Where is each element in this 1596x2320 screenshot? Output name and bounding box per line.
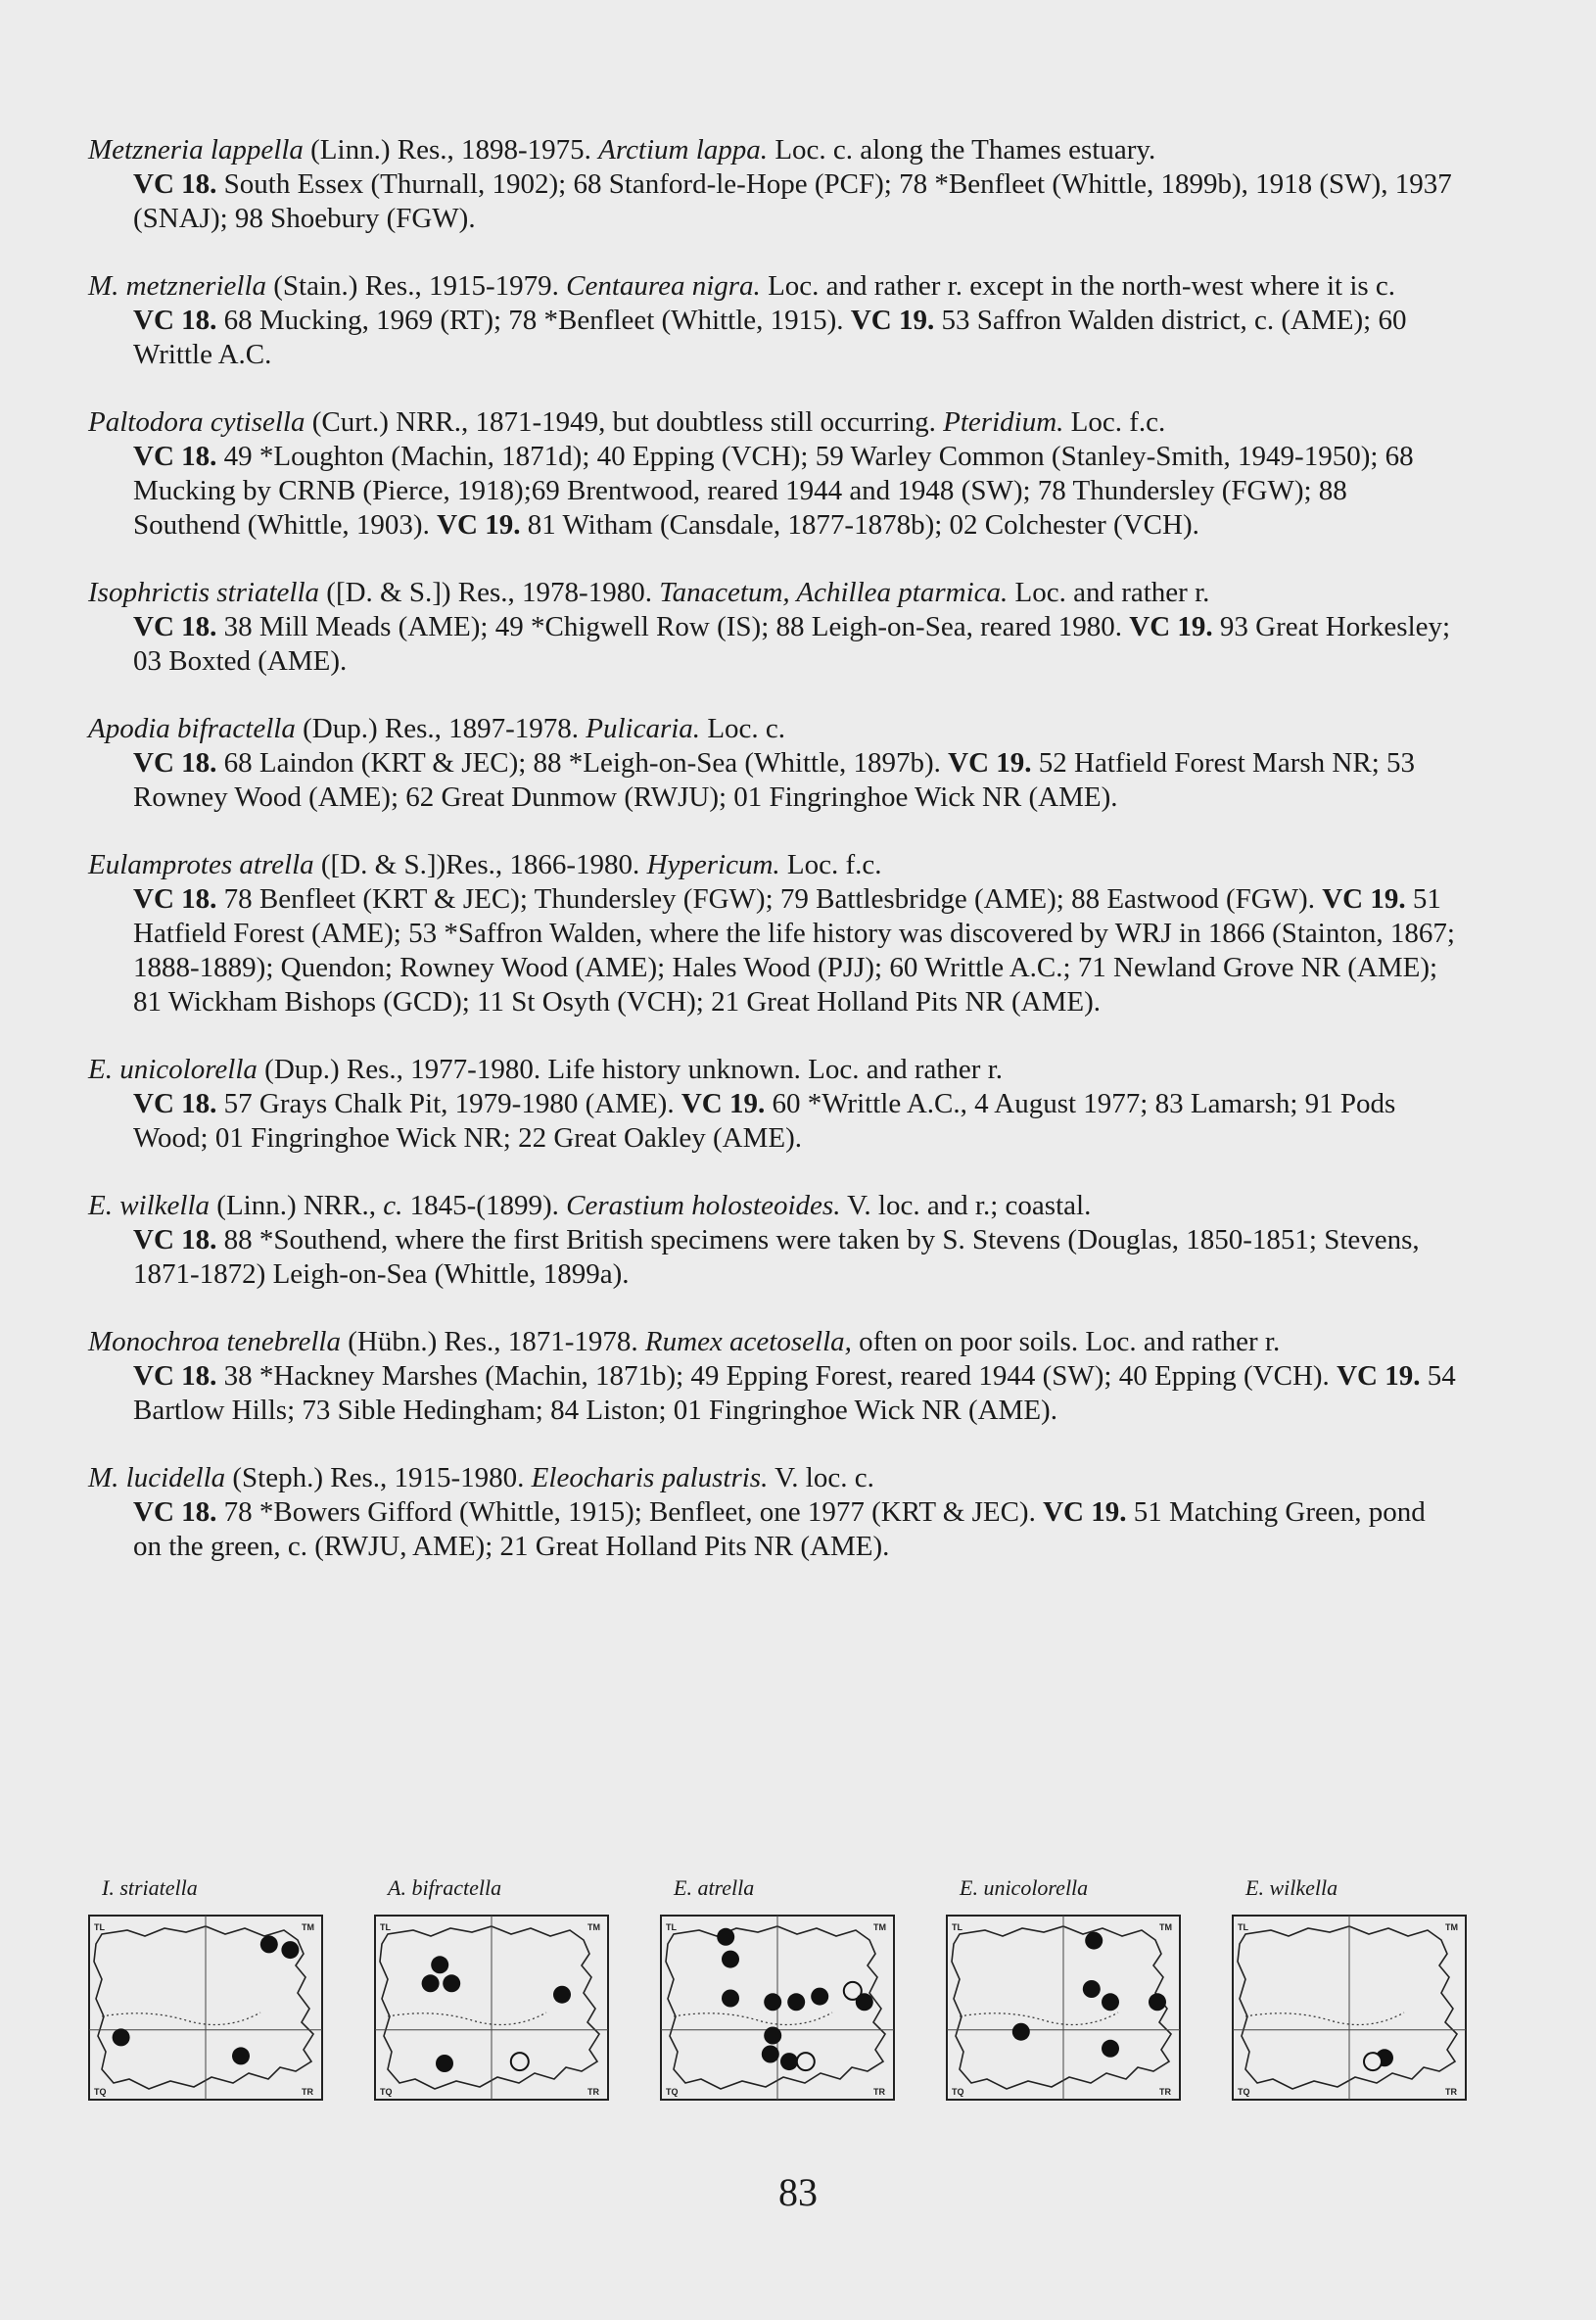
italic-text: E. unicolorella bbox=[88, 1054, 258, 1085]
text-run: 52 Hatfield Forest Marsh NR; 53 Rowney Wood (AME); 62 Great Dunmow (RWJU); 01 Fingringhoe Wick NR (AME). bbox=[133, 747, 1416, 813]
species-entry-apodia-bifractella bbox=[88, 712, 1459, 815]
vice-county-boundary bbox=[388, 2012, 546, 2025]
vice-county-boundary bbox=[102, 2012, 260, 2025]
vice-county-label: VC 18. bbox=[133, 441, 217, 472]
county-outline bbox=[380, 1926, 599, 2089]
distribution-map bbox=[660, 1875, 895, 2101]
essex-map bbox=[1232, 1915, 1467, 2101]
species-records bbox=[88, 440, 1459, 543]
species-records bbox=[88, 167, 1459, 236]
grid-square-label: TR bbox=[873, 2087, 885, 2097]
record-dot-recent bbox=[1102, 1993, 1119, 2011]
species-entry-e-wilkella bbox=[88, 1189, 1459, 1292]
record-dot-recent bbox=[1102, 2040, 1119, 2058]
species-records bbox=[88, 1223, 1459, 1292]
italic-text: Tanacetum, Achillea ptarmica. bbox=[659, 577, 1009, 608]
text-run: 38 *Hackney Marshes (Machin, 1871b); 49 Epping Forest, reared 1944 (SW); 40 Epping (VCH). bbox=[216, 1360, 1338, 1392]
species-records bbox=[88, 746, 1459, 815]
map-caption: E. unicolorella bbox=[960, 1875, 1089, 1900]
vice-county-label: VC 19. bbox=[681, 1088, 766, 1119]
text-run: (Linn.) NRR., bbox=[210, 1190, 384, 1221]
italic-text: M. metzneriella bbox=[88, 270, 267, 302]
text-run: (Dup.) Res., 1977-1980. Life history unknown. Loc. and rather r. bbox=[257, 1054, 1004, 1085]
italic-text: Metzneria lappella bbox=[88, 134, 304, 166]
county-outline bbox=[1238, 1926, 1457, 2089]
grid-square-label: TM bbox=[1159, 1922, 1172, 1932]
record-dot-historic bbox=[511, 2053, 529, 2070]
species-entry-e-unicolorella bbox=[88, 1053, 1459, 1156]
text-run: 51 Hatfield Forest (AME); 53 *Saffron Walden, where the life history was discovered by WRJ in 1866 (Stainton, 1867; 1888-1889); Quendon; Rowney Wood (AME); Hales Wood (PJJ); 60 Writtle A.C.; 71 Newland Grove NR (AME); 81 Wickham Bishops (GCD); 11 St Osyth (VCH); 21 Great Holland Pits NR (AME). bbox=[133, 883, 1455, 1018]
species-heading bbox=[88, 712, 1459, 746]
record-dot-recent bbox=[722, 1990, 739, 2008]
species-records bbox=[88, 1359, 1459, 1428]
species-list bbox=[88, 133, 1459, 1597]
text-run: Loc. c. bbox=[700, 713, 786, 744]
species-entry-eulamprotes-atrella bbox=[88, 848, 1459, 1019]
vice-county-label: VC 18. bbox=[133, 611, 217, 642]
county-outline bbox=[952, 1926, 1171, 2089]
text-run: 93 Great Horkesley; 03 Boxted (AME). bbox=[133, 611, 1451, 677]
essex-map bbox=[374, 1915, 609, 2101]
record-dot-recent bbox=[422, 1974, 440, 1992]
text-run: 78 Benfleet (KRT & JEC); Thundersley (FGW); 79 Battlesbridge (AME); 88 Eastwood (FGW). bbox=[216, 883, 1323, 915]
grid-square-label: TL bbox=[952, 1922, 962, 1932]
species-entry-monochroa-tenebrella bbox=[88, 1325, 1459, 1428]
distribution-map bbox=[946, 1875, 1181, 2101]
italic-text: Eulamprotes atrella bbox=[88, 849, 314, 880]
italic-text: Pteridium. bbox=[943, 406, 1064, 438]
vice-county-label: VC 18. bbox=[133, 305, 217, 336]
grid-square-label: TL bbox=[666, 1922, 677, 1932]
italic-text: Monochroa tenebrella bbox=[88, 1326, 341, 1357]
grid-square-label: TL bbox=[94, 1922, 105, 1932]
grid-square-label: TQ bbox=[1238, 2087, 1250, 2097]
record-dot-recent bbox=[764, 2027, 781, 2045]
grid-square-label: TR bbox=[587, 2087, 599, 2097]
italic-text: c. bbox=[383, 1190, 403, 1221]
species-heading bbox=[88, 576, 1459, 610]
species-entry-m-metzneriella bbox=[88, 269, 1459, 372]
text-run: (Curt.) NRR., 1871-1949, but doubtless still occurring. bbox=[305, 406, 944, 438]
record-dot-historic bbox=[797, 2053, 815, 2070]
map-caption: E. wilkella bbox=[1245, 1875, 1338, 1900]
italic-text: Eleocharis palustris. bbox=[531, 1462, 769, 1493]
text-run: (Dup.) Res., 1897-1978. bbox=[295, 713, 587, 744]
text-run: (Stain.) Res., 1915-1979. bbox=[266, 270, 567, 302]
grid-square-label: TL bbox=[1238, 1922, 1248, 1932]
italic-text: Pulicaria. bbox=[586, 713, 701, 744]
text-run: V. loc. c. bbox=[768, 1462, 874, 1493]
record-dot-recent bbox=[1085, 1932, 1103, 1950]
species-heading bbox=[88, 848, 1459, 882]
record-dot-recent bbox=[764, 1993, 781, 2011]
grid-square-label: TM bbox=[1445, 1922, 1458, 1932]
species-records bbox=[88, 1087, 1459, 1156]
text-run: South Essex (Thurnall, 1902); 68 Stanford-le-Hope (PCF); 78 *Benfleet (Whittle, 1899b), 1918 (SW), 1937 (SNAJ); 98 Shoebury (FGW). bbox=[133, 168, 1452, 234]
record-dot-recent bbox=[553, 1986, 571, 2004]
record-dot-recent bbox=[113, 2028, 130, 2046]
species-heading bbox=[88, 1461, 1459, 1495]
vice-county-label: VC 18. bbox=[133, 1224, 217, 1255]
map-caption: A. bifractella bbox=[388, 1875, 502, 1900]
text-run: Loc. and rather r. bbox=[1008, 577, 1210, 608]
vice-county-label: VC 19. bbox=[437, 509, 521, 541]
grid-square-label: TM bbox=[302, 1922, 314, 1932]
text-run: ([D. & S.]) Res., 1978-1980. bbox=[319, 577, 660, 608]
species-records bbox=[88, 1495, 1459, 1564]
essex-map bbox=[660, 1915, 895, 2101]
grid-square-label: TQ bbox=[952, 2087, 964, 2097]
text-run: (Linn.) Res., 1898-1975. bbox=[303, 134, 599, 166]
vice-county-label: VC 18. bbox=[133, 747, 217, 779]
record-dot-recent bbox=[281, 1941, 299, 1959]
text-run: V. loc. and r.; coastal. bbox=[840, 1190, 1092, 1221]
vice-county-boundary bbox=[960, 2012, 1118, 2025]
record-dot-recent bbox=[856, 1993, 873, 2011]
distribution-maps bbox=[88, 1875, 1479, 2101]
vice-county-label: VC 19. bbox=[948, 747, 1032, 779]
vice-county-label: VC 18. bbox=[133, 883, 217, 915]
species-heading bbox=[88, 1053, 1459, 1087]
map-caption: E. atrella bbox=[674, 1875, 755, 1900]
record-dot-recent bbox=[722, 1951, 739, 1968]
species-heading bbox=[88, 1325, 1459, 1359]
page-number: 83 bbox=[778, 2170, 818, 2214]
grid-square-label: TL bbox=[380, 1922, 391, 1932]
record-dot-recent bbox=[431, 1956, 448, 1973]
record-dot-recent bbox=[787, 1993, 805, 2011]
vice-county-label: VC 18. bbox=[133, 1088, 217, 1119]
text-run: Loc. f.c. bbox=[779, 849, 882, 880]
grid-square-label: TQ bbox=[94, 2087, 107, 2097]
species-heading bbox=[88, 405, 1459, 440]
species-records bbox=[88, 304, 1459, 372]
italic-text: M. lucidella bbox=[88, 1462, 226, 1493]
text-run: 49 *Loughton (Machin, 1871d); 40 Epping (VCH); 59 Warley Common (Stanley-Smith, 1949-1950); 68 Mucking by CRNB (Pierce, 1918);69 Brentwood, reared 1944 and 1948 (SW); 78 Thundersley (FGW); 88 Southend (Whittle, 1903). bbox=[133, 441, 1414, 541]
distribution-map bbox=[1232, 1875, 1467, 2101]
record-dot-recent bbox=[260, 1935, 278, 1953]
species-heading bbox=[88, 269, 1459, 304]
record-dot-recent bbox=[780, 2053, 798, 2070]
grid-square-label: TQ bbox=[380, 2087, 393, 2097]
county-outline bbox=[94, 1926, 313, 2089]
italic-text: Rumex acetosella, bbox=[644, 1326, 852, 1357]
vice-county-boundary bbox=[1245, 2012, 1404, 2025]
italic-text: E. wilkella bbox=[88, 1190, 211, 1221]
text-run: often on poor soils. Loc. and rather r. bbox=[851, 1326, 1281, 1357]
italic-text: Paltodora cytisella bbox=[88, 406, 305, 438]
grid-square-label: TM bbox=[587, 1922, 600, 1932]
record-dot-recent bbox=[443, 1974, 460, 1992]
italic-text: Centaurea nigra. bbox=[566, 270, 761, 302]
vice-county-label: VC 19. bbox=[1043, 1496, 1127, 1528]
essex-map bbox=[946, 1915, 1181, 2101]
italic-text: Cerastium holosteoides. bbox=[566, 1190, 841, 1221]
text-run: (Hübn.) Res., 1871-1978. bbox=[340, 1326, 645, 1357]
vice-county-boundary bbox=[674, 2012, 832, 2025]
italic-text: Hypericum. bbox=[646, 849, 780, 880]
record-dot-recent bbox=[762, 2046, 779, 2063]
vice-county-label: VC 18. bbox=[133, 1496, 217, 1528]
grid-square-label: TQ bbox=[666, 2087, 679, 2097]
essex-map bbox=[88, 1915, 323, 2101]
text-run: Loc. f.c. bbox=[1063, 406, 1166, 438]
text-run: (Steph.) Res., 1915-1980. bbox=[225, 1462, 532, 1493]
grid-square-label: TM bbox=[873, 1922, 886, 1932]
italic-text: Apodia bifractella bbox=[88, 713, 296, 744]
species-heading bbox=[88, 1189, 1459, 1223]
record-dot-recent bbox=[1149, 1993, 1166, 2011]
text-run: Loc. and rather r. except in the north-west where it is c. bbox=[760, 270, 1396, 302]
text-run: 54 Bartlow Hills; 73 Sible Hedingham; 84 Liston; 01 Fingringhoe Wick NR (AME). bbox=[133, 1360, 1456, 1426]
record-dot-recent bbox=[436, 2055, 453, 2072]
text-run: 51 Matching Green, pond on the green, c. (RWJU, AME); 21 Great Holland Pits NR (AME). bbox=[133, 1496, 1426, 1562]
species-entry-m-lucidella bbox=[88, 1461, 1459, 1564]
record-dot-recent bbox=[1012, 2023, 1030, 2041]
grid-square-label: TR bbox=[1159, 2087, 1171, 2097]
text-run: 57 Grays Chalk Pit, 1979-1980 (AME). bbox=[216, 1088, 681, 1119]
grid-square-label: TR bbox=[1445, 2087, 1457, 2097]
record-dot-historic bbox=[1364, 2053, 1382, 2070]
italic-text: Arctium lappa. bbox=[598, 134, 769, 166]
record-dot-recent bbox=[1083, 1980, 1101, 1998]
distribution-map bbox=[374, 1875, 609, 2101]
text-run: 81 Witham (Cansdale, 1877-1878b); 02 Colchester (VCH). bbox=[520, 509, 1199, 541]
species-entry-isophrictis-striatella bbox=[88, 576, 1459, 679]
record-dot-recent bbox=[811, 1988, 828, 2006]
text-run: 53 Saffron Walden district, c. (AME); 60 Writtle A.C. bbox=[133, 305, 1407, 370]
vice-county-label: VC 18. bbox=[133, 1360, 217, 1392]
text-run: 1845-(1899). bbox=[402, 1190, 567, 1221]
text-run: 78 *Bowers Gifford (Whittle, 1915); Benfleet, one 1977 (KRT & JEC). bbox=[216, 1496, 1044, 1528]
species-records bbox=[88, 882, 1459, 1019]
italic-text: Isophrictis striatella bbox=[88, 577, 320, 608]
vice-county-label: VC 18. bbox=[133, 168, 217, 200]
text-run: ([D. & S.])Res., 1866-1980. bbox=[313, 849, 647, 880]
vice-county-label: VC 19. bbox=[850, 305, 935, 336]
species-heading bbox=[88, 133, 1459, 167]
species-entry-paltodora-cytisella bbox=[88, 405, 1459, 543]
vice-county-label: VC 19. bbox=[1322, 883, 1406, 915]
record-dot-recent bbox=[232, 2047, 250, 2064]
text-run: 60 *Writtle A.C., 4 August 1977; 83 Lamarsh; 91 Pods Wood; 01 Fingringhoe Wick NR; 22 Great Oakley (AME). bbox=[133, 1088, 1396, 1154]
map-caption: I. striatella bbox=[102, 1875, 198, 1900]
vice-county-label: VC 19. bbox=[1337, 1360, 1421, 1392]
species-entry-metzneria-lappella bbox=[88, 133, 1459, 236]
text-run: 68 Laindon (KRT & JEC); 88 *Leigh-on-Sea (Whittle, 1897b). bbox=[216, 747, 949, 779]
vice-county-label: VC 19. bbox=[1129, 611, 1213, 642]
distribution-map bbox=[88, 1875, 323, 2101]
text-run: Loc. c. along the Thames estuary. bbox=[768, 134, 1156, 166]
text-run: 88 *Southend, where the first British specimens were taken by S. Stevens (Douglas, 1850-1851; Stevens, 1871-1872) Leigh-on-Sea (Whittle, 1899a). bbox=[133, 1224, 1420, 1290]
grid-square-label: TR bbox=[302, 2087, 313, 2097]
species-records bbox=[88, 610, 1459, 679]
text-run: 68 Mucking, 1969 (RT); 78 *Benfleet (Whittle, 1915). bbox=[216, 305, 851, 336]
text-run: 38 Mill Meads (AME); 49 *Chigwell Row (IS); 88 Leigh-on-Sea, reared 1980. bbox=[216, 611, 1130, 642]
record-dot-recent bbox=[717, 1928, 734, 1946]
